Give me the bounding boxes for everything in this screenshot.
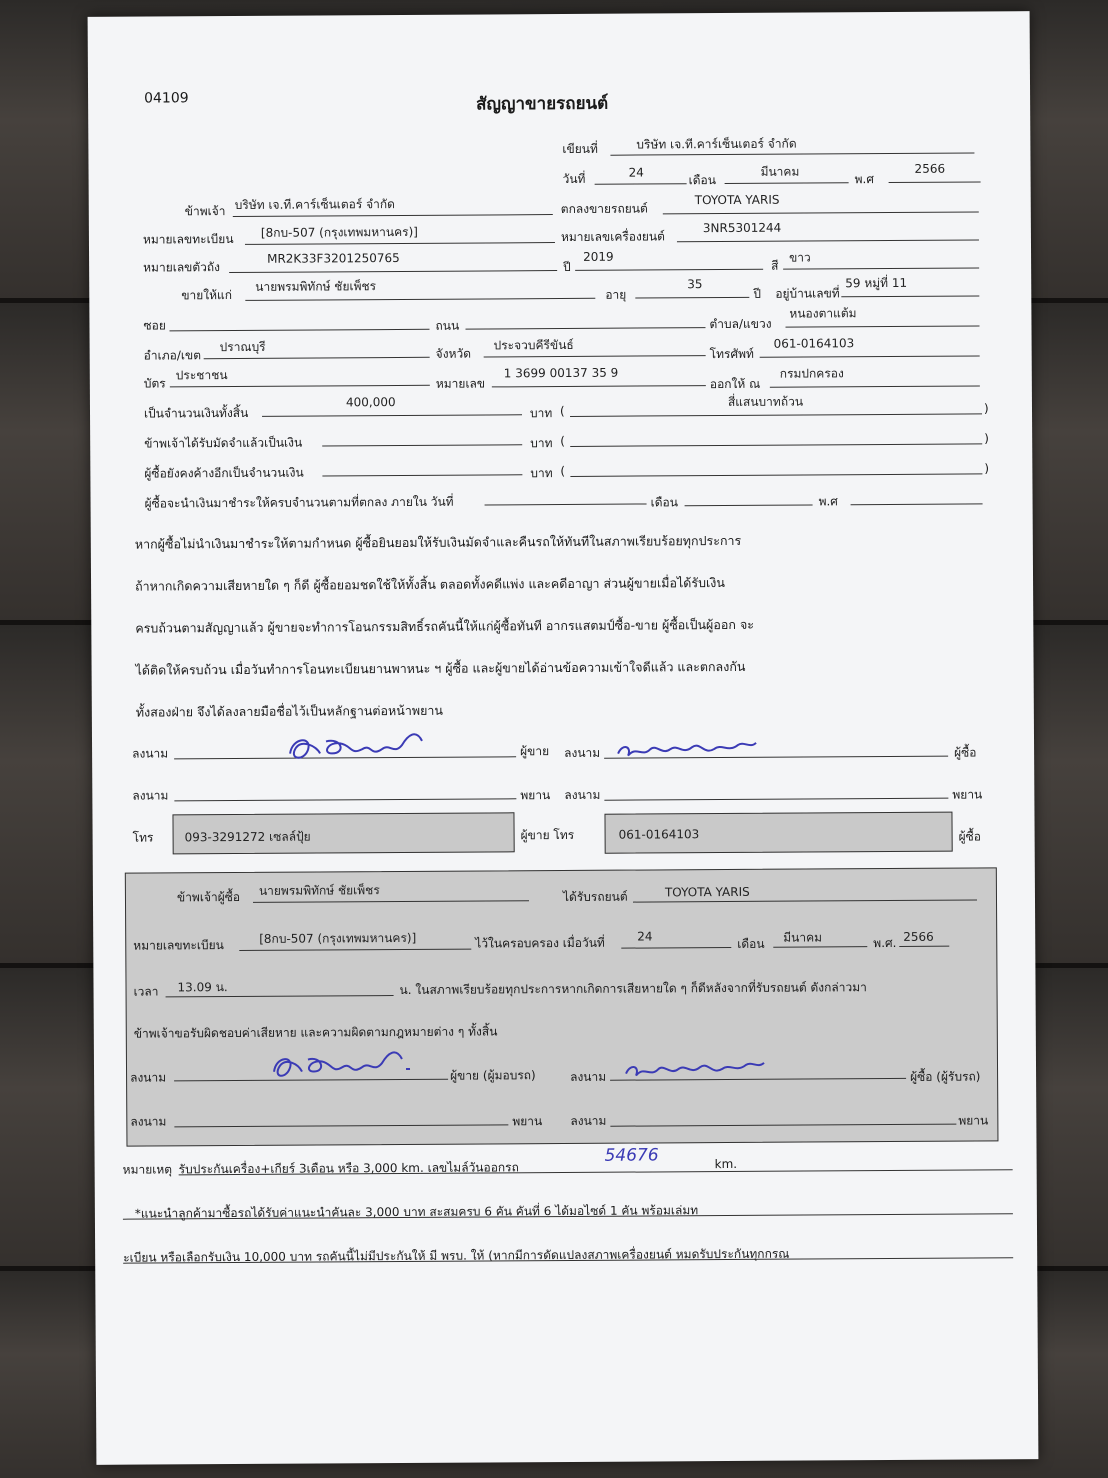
road-label: ถนน	[435, 318, 460, 333]
buyer-phone: 061-0164103	[618, 827, 700, 842]
phone-label: โทรศัพท์	[709, 346, 754, 362]
receipt-year: 2566	[903, 929, 934, 944]
written-at-value: บริษัท เจ.ที.คาร์เซ็นเตอร์ จำกัด	[636, 136, 797, 152]
engine-label: หมายเลขเครื่องยนต์	[560, 229, 665, 245]
receipt-buyer-signature	[620, 1053, 770, 1084]
buyer-sign-label: ลงนาม	[564, 745, 601, 760]
phone: 061-0164103	[773, 336, 855, 351]
receipt-buyer-role: ผู้ซื้อ (ผู้รับรถ)	[910, 1069, 981, 1084]
color-label: สี	[771, 258, 779, 273]
soi-label: ซอย	[143, 318, 166, 333]
remaining-baht-label: บาท	[530, 466, 553, 481]
receipt-month: มีนาคม	[783, 930, 823, 945]
terms-line-1: หากผู้ซื้อไม่นำเงินมาชำระให้ตามกำหนด ผู้ซื้อยินยอมให้รับเงินมัดจำและคืนรถให้ทันทีในสภาพเรียบร้อยทุกประการ	[134, 532, 742, 552]
seller-phone-role: ผู้ขาย โทร	[520, 827, 575, 843]
seller-signature	[282, 719, 442, 766]
paren-close: )	[984, 461, 990, 476]
buyer-phone-role: ผู้ซื้อ	[958, 829, 982, 844]
buyer-signature	[612, 731, 762, 766]
remaining-label: ผู้ซื้อยังคงค้างอีกเป็นจำนวนเงิน	[144, 465, 304, 481]
terms-line-3: ครบถ้วนตามสัญญาแล้ว ผู้ขายจะทำการโอนกรรมสิทธิ์รถคันนี้ให้แก่ผู้ซื้อทันที อากรแสตมป์ซื้อ-ขาย ผู้ซื้อเป็นผู้ออก จะ	[135, 616, 754, 636]
agree-sell-label: ตกลงขายรถยนต์	[560, 201, 648, 217]
seller-phone: 093-3291272 เซลล์ปุ้ย	[184, 829, 311, 845]
plate-label: หมายเลขทะเบียน	[142, 232, 234, 247]
total-amount: 400,000	[345, 395, 396, 410]
receipt-seller-role: ผู้ขาย (ผู้มอบรถ)	[450, 1068, 536, 1083]
receipt-day: 24	[637, 929, 653, 944]
car-model: TOYOTA YARIS	[694, 192, 780, 208]
paren-open: (	[559, 403, 565, 419]
date-day: 24	[628, 165, 644, 180]
due-month-label: เดือน	[650, 495, 678, 510]
total-amount-text: สี่แสนบาทถ้วน	[727, 394, 804, 409]
sold-to-label: ขายให้แก่	[181, 288, 233, 303]
total-baht-label: บาท	[529, 406, 553, 421]
seller-sign-label: ลงนาม	[132, 746, 169, 761]
witness2-role: พยาน	[952, 787, 983, 802]
id-number: 1 3699 00137 35 9	[503, 365, 619, 381]
receipt-plate: [8กบ-507 (กรุงเทพมหานคร)]	[259, 930, 417, 946]
terms-line-5: ทั้งสองฝ่าย จึงได้ลงลายมือชื่อไว้เป็นหลักฐานต่อหน้าพยาน	[135, 702, 443, 720]
time-label: เวลา	[133, 984, 159, 999]
subdistrict: หนองตาแต้ม	[789, 306, 857, 321]
date-year: 2566	[914, 161, 946, 176]
note-warranty: รับประกันเครื่อง+เกียร์ 3เดือน หรือ 3,000 km. เลขไมล์วันออกรถ	[178, 1160, 519, 1177]
receipt-car: TOYOTA YARIS	[664, 884, 750, 900]
receipt-witness1-sign-label: ลงนาม	[130, 1114, 167, 1129]
model-year-label: ปี	[563, 259, 571, 274]
mileage: 54676	[604, 1145, 659, 1166]
total-label: เป็นจำนวนเงินทั้งสิ้น	[143, 405, 249, 421]
province-label: จังหวัด	[435, 346, 472, 361]
id-card-label: บัตร	[143, 376, 166, 391]
contract-paper	[88, 11, 1039, 1465]
receipt-buyer-label: ข้าพเจ้าผู้ซื้อ	[176, 889, 241, 905]
paren-open: (	[560, 433, 565, 449]
buyer-role: ผู้ซื้อ	[954, 745, 977, 760]
plate-value: [8กบ-507 (กรุงเทพมหานคร)]	[260, 224, 418, 240]
receipt-section	[125, 867, 999, 1146]
witness1-role: พยาน	[520, 788, 551, 803]
condition-text: น. ในสภาพเรียบร้อยทุกประการหากเกิดการเสียหายใด ๆ ก็ดีหลังจากที่รับรถยนต์ ดังกล่าวมา	[399, 980, 867, 998]
receipt-witness2-sign-label: ลงนาม	[570, 1113, 607, 1128]
model-year: 2019	[583, 249, 614, 264]
seller-value: บริษัท เจ.ที.คาร์เซ็นเตอร์ จำกัด	[234, 197, 395, 212]
buyer-name: นายพรมพิทักษ์ ชัยเพ็ชร	[255, 279, 377, 294]
age-label: อายุ	[605, 287, 627, 302]
car-color: ขาว	[789, 250, 811, 265]
due-year-label: พ.ศ	[818, 494, 838, 509]
paren-close: )	[984, 431, 989, 446]
deposit-baht-label: บาท	[530, 436, 553, 451]
seller-label: ข้าพเจ้า	[184, 204, 226, 219]
paren-close: )	[983, 401, 989, 416]
received-car-label: ได้รับรถยนต์	[562, 889, 628, 905]
possess-label: ไว้ในครอบครอง เมื่อวันที่	[475, 935, 605, 951]
note-referral: *แนะนำลูกค้ามาซื้อรถได้รับค่าแนะนำคันละ 3,000 บาท สะสมครบ 6 คัน คันที่ 6 ได้มอไซด์ 1 คัน พร้อมเล่มท	[134, 1203, 699, 1221]
receipt-buyer: นายพรมพิทักษ์ ชัยเพ็ชร	[258, 883, 380, 898]
house-no: 59 หมู่ที่ 11	[845, 275, 908, 291]
receipt-buyer-sign-label: ลงนาม	[570, 1069, 607, 1084]
receipt-plate-label: หมายเลขทะเบียน	[133, 938, 224, 953]
date-year-label: พ.ศ	[854, 172, 874, 187]
district-label: อำเภอ/เขต	[143, 348, 202, 363]
id-no-label: หมายเลข	[435, 376, 486, 391]
receipt-time: 13.09 น.	[177, 980, 228, 995]
liability-text: ข้าพเจ้าขอรับผิดชอบค่าเสียหาย และความผิดตามกฎหมายต่าง ๆ ทั้งสิ้น	[133, 1024, 498, 1041]
receipt-month-label: เดือน	[737, 936, 765, 951]
terms-line-2: ถ้าหากเกิดความเสียหายใด ๆ ก็ดี ผู้ซื้อยอมชดใช้ให้ทั้งสิ้น ตลอดทั้งคดีแพ่ง และคดีอาญา ส่วนผู้ขายเมื่อได้รับเงิน	[135, 575, 725, 594]
paren-open: (	[560, 463, 566, 479]
receipt-seller-signature	[266, 1039, 416, 1084]
note-label: หมายเหตุ	[122, 1162, 173, 1177]
chassis-number: MR2K33F3201250765	[267, 250, 400, 266]
issued-at-label: ออกให้ ณ	[709, 376, 761, 392]
seller-phone-label: โทร	[132, 830, 154, 845]
date-month-label: เดือน	[688, 173, 716, 188]
issued-at: กรมปกครอง	[779, 366, 844, 381]
chassis-label: หมายเลขตัวถัง	[143, 260, 221, 275]
contract-title: สัญญาขายรถยนต์	[476, 93, 609, 115]
district: ปราณบุรี	[219, 339, 266, 355]
house-no-label: อยู่บ้านเลขที่	[775, 286, 840, 301]
document-number: 04109	[144, 90, 189, 107]
note-insurance: ะเบียน หรือเลือกรับเงิน 10,000 บาท รถคันนี้ไม่มีประกันให้ มี พรบ. ให้ (หากมีการดัดแปลงสภาพเครื่องยนต์ หมดรับประกันทุกกรณ	[123, 1246, 790, 1265]
seller-role: ผู้ขาย	[520, 744, 550, 759]
witness2-sign-label: ลงนาม	[564, 787, 601, 802]
witness1-sign-label: ลงนาม	[132, 788, 169, 803]
receipt-witness2-role: พยาน	[958, 1113, 989, 1128]
receipt-seller-sign-label: ลงนาม	[130, 1070, 167, 1085]
engine-number: 3NR5301244	[702, 220, 782, 236]
province: ประจวบคีรีขันธ์	[493, 337, 574, 353]
subdistrict-label: ตำบล/แขวง	[709, 316, 772, 332]
written-at-label: เขียนที่	[562, 141, 598, 156]
age-unit-label: ปี	[753, 286, 761, 301]
buyer-age: 35	[687, 277, 703, 292]
due-date-label: ผู้ซื้อจะนำเงินมาชำระให้ครบจำนวนตามที่ตกลง ภายใน วันที่	[144, 494, 454, 511]
receipt-witness1-role: พยาน	[512, 1114, 543, 1129]
mileage-unit: km.	[714, 1156, 738, 1172]
date-month: มีนาคม	[760, 164, 800, 179]
date-day-label: วันที่	[562, 171, 586, 186]
deposit-label: ข้าพเจ้าได้รับมัดจำแล้วเป็นเงิน	[144, 435, 303, 451]
terms-line-4: ได้ติดให้ครบถ้วน เมื่อวันทำการโอนทะเบียนยานพาหนะ ฯ ผู้ซื้อ และผู้ขายได้อ่านข้อความเข้าใจดีแล้ว และตกลงกัน	[135, 658, 746, 678]
id-card-type: ประชาชน	[175, 368, 228, 383]
receipt-year-label: พ.ศ.	[873, 935, 897, 951]
